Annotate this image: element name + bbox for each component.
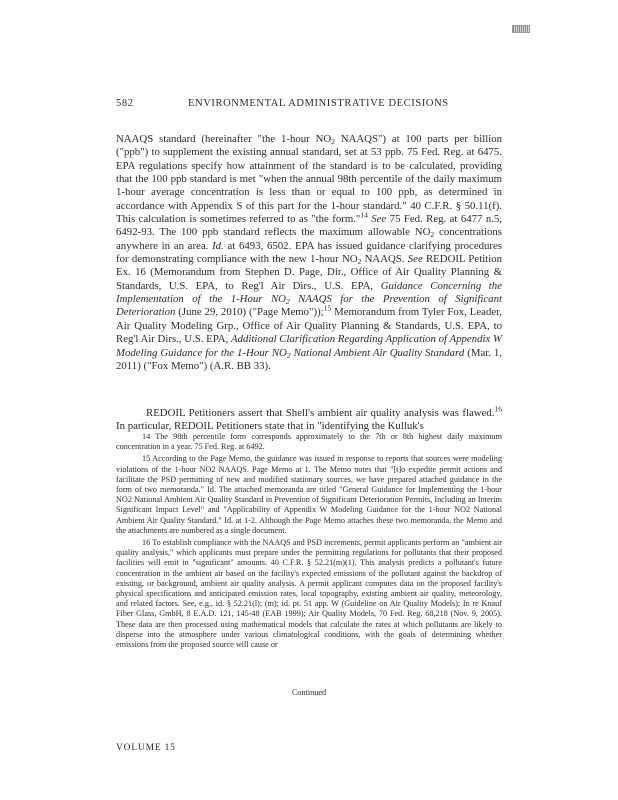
footnotes-section: [116, 432, 502, 652]
text-span: In particular, REDOIL Petitioners state that in "identifying the Kulluk's: [116, 420, 424, 433]
running-header: [0, 98, 618, 112]
text-span: Memorandum from Tyler Fox, Leader, Air Quality Modeling Grp., Office of Air Quality Planning & Standards, U.S. EPA, to Reg'l Air Dirs., U.S. EPA,: [116, 306, 502, 346]
text-span: 75 Fed. Reg. at 6477 n.5, 6492-93. The 100 ppb standard reflects the maximum allowable NO: [116, 213, 503, 239]
text-span: Additional Clarification Regarding Application of Appendix W Modeling Guidance for the 1-Hour NO: [116, 333, 502, 359]
footnote-ref-16: 16: [494, 404, 502, 414]
footnote-ref-14: 14: [360, 210, 368, 220]
continued-label: Continued: [291, 688, 327, 697]
volume-footer: VOLUME 15: [116, 743, 176, 753]
text-span: REDOIL Petition Ex. 16 (Memorandum from Stephen D. Page, Dir., Office of Air Quality Planning & Standards, U.S. EPA, to Reg'l Air Dirs., U.S. EPA,: [116, 253, 502, 292]
text-span: REDOIL Petitioners assert that Shell's ambient air quality analysis was flawed.: [146, 407, 495, 419]
text-span: See: [367, 213, 387, 226]
footnote-16: 16 To establish compliance with the NAAQS and PSD increments, permit applicants perform an "ambient air quality analysis," which applicants must prepare under the permitting regulations for pollutants that their proposed facilities will emit in "significant" amounts. 40 C.F.R. § 52.21(m)(1). This analysis predicts a pollutant's future concentration in the ambient air based on the facility's expected emissions of the pollutant against the backdrop of existing, or background, ambient air quality analysis. A permit applicant computes data on the proposed facility's physical specifications and anticipated emission rates, local topography, existing ambient air quality, meteorology, and related factors. See, e.g., id. § 52.21(l); (m); id. pt. 51 app. W (Guideline on Air Quality Models); In re Knauf Fiber Glass, GmbH, 8 E.A.D. 121, 145-48 (EAB 1999); Air Quality Models, 70 Fed. Reg. 68,218 (Nov. 9, 2005). These data are then processed using mathematical models that calculate the rates at which pollutants are likely to disperse into the atmosphere under various climatological conditions, with the goals of determining whether emissions from the proposed source will cause or: [116, 538, 502, 650]
text-span: concentrations anywhere in an area.: [116, 226, 502, 252]
text-span: National Ambient Air Quality Standard: [290, 346, 465, 359]
page-number: 582: [116, 98, 134, 109]
text-span: (Mar. 1, 2011) ("Fox Memo") (A.R. BB 33).: [116, 346, 503, 372]
text-span: NAAQS for the Prevention of Significant Deterioration: [116, 293, 502, 319]
body-paragraph-2: [116, 404, 502, 434]
footnote-15: 15 According to the Page Memo, the guidance was issued in response to reports that sources were modeling violations of the 1-hour NO2 NAAQS. Page Memo at 1. The Memo notes that "[t]o expedite permit actions and facilitate the PSD permitting of new and modified stationary sources, we have prepared attached guidance in the form of two memoranda." Id. The attached memoranda are titled "General Guidance for Implementing the 1-hour NO2 National Ambient Air Quality Standard in Prevention of Significant Deterioration Permits, Including an Interim Significant Impact Level" and "Applicability of Appendix W Modeling Guidance for the 1-hour NO2 National Ambient Air Quality Standard." Id. at 1-2. Although the Page Memo attaches these two memoranda, the Memo and the attachments are numbered as a single document.: [116, 454, 502, 535]
document-stamp: [512, 25, 530, 33]
footnote-14: 14 The 98th percentile form corresponds approximately to the 7th or 8th highest daily maximum concentration in a year. 75 Fed. Reg. at 6492.: [116, 432, 502, 452]
text-span: See: [407, 253, 423, 266]
text-span: Guidance Concerning the Implementation of the 1-Hour NO: [116, 279, 503, 306]
footnote-ref-15: 15: [323, 303, 332, 313]
text-span: NAAQS.: [361, 253, 408, 266]
text-span: NAAQS") at 100 parts per billion ("ppb") to supplement the existing annual standard, set at 53 ppb. 75 Fed. Reg. at 6475. EPA regulations specify how attainment of the standard is to be calculated, providing that the 100 ppb standard is met "when the annual 98th percentile of the daily maximum 1-hour average concentration is less than or equal to 100 ppb, as determined in accordance with Appendix S of this part for the 1-hour standard." 40 C.F.R. § 50.11(f). This calculation is sometimes referred to as "the form.": [116, 133, 502, 226]
body-paragraph-1: NAAQS standard (hereinafter "the 1-hour $NO_2$ NAAQS") at 100 parts per billion ("ppb") to supplement the existing annual standard, set at 53 ppb. 75 Fed. Reg. at 6475. EPA regulations specify how attainment of the standard is to be calculated, providing that the 100 ppb standard is met "when the annual 98th percentile of the daily maximum 1-hour average concentration is less than or equal to 100 ppb, as determined in accordance with Appendix S of this part for the 1-hour standard." 40 C.F.R. § 50.11(f). This calculation is sometimes referred to as "the form."$^{14}$ See 75 Fed. Reg. at 6477 n.5, 6492-93. The 100 ppb standard reflects the maximum allowable $NO_2$ concentrations anywhere in an area. Id. at 6493, 6502. EPA has issued guidance clarifying procedures for demonstrating compliance with the new 1-hour $NO_2$ NAAQS. See REDOIL Petition Ex. 16 (Memorandum from Stephen D. Page, Dir., Office of Air Quality Planning & Standards, U.S. EPA, to Reg'l Air Dirs., U.S. EPA, Guidance Concerning the Implementation of the 1-Hour $NO_2$ NAAQS for the Prevention of Significant Deterioration (June 29, 2010) ("Page Memo"));$^{15}$ Memorandum from Tyler Fox, Leader, Air Quality Modeling Grp., Office of Air Quality Planning & Standards, U.S. EPA, to Reg'l Air Dirs., U.S. EPA, Additional Clarification Regarding Application of Appendix W Modeling Guidance for the 1-Hour $NO_2$ National Ambient Air Quality Standard (Mar. 1, 2011) ("Fox Memo") (A.R. BB 33).: [116, 133, 503, 372]
text-span: NAAQS standard (hereinafter "the 1-hour NO: [116, 133, 332, 145]
running-title: ENVIRONMENTAL ADMINISTRATIVE DECISIONS: [188, 98, 449, 109]
text-span: Id.: [212, 239, 224, 252]
text-span: (June 29, 2010) ("Page Memo"));: [175, 306, 324, 319]
text-span: at 6493, 6502. EPA has issued guidance clarifying procedures for demonstrating compliance with the new 1-hour NO: [116, 239, 502, 266]
